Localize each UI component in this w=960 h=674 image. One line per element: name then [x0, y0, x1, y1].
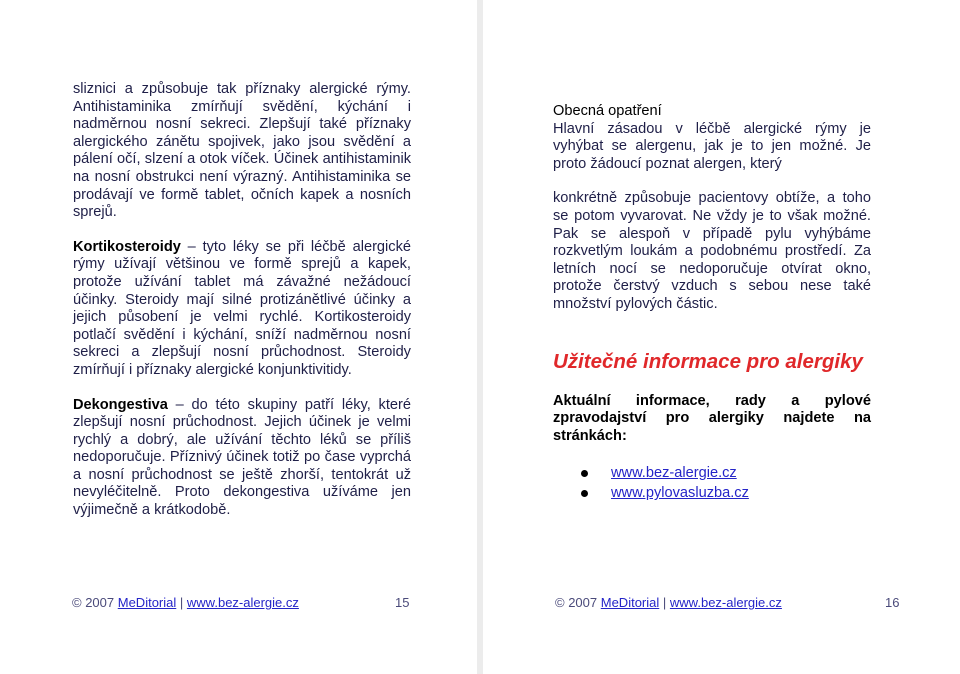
bez-alergie-link[interactable]: www.bez-alergie.cz: [611, 465, 737, 482]
decongestants-paragraph: Dekongestiva – do této skupiny patří léky, které zlepšují nosní průchodnost. Jejich účinek je velmi rychlý a dobrý, ale užívání těchto léků se příliš nedoporučuje. Příznivý účinek totiž po čase vyprchá a nosní průchodnost se ještě zhorší, tentokrát už nevyléčitelně. Proto dekongestiva užíváme jen výjimečně a krátkodobě.: [73, 396, 412, 519]
bullet-icon: [581, 470, 588, 477]
left-page-content: [73, 81, 411, 520]
list-item: [611, 463, 871, 483]
info-intro: Aktuální informace, rady a pylové zpravodajství pro alergiky najdete na stránkách:: [553, 392, 871, 444]
right-page: [483, 0, 960, 674]
footer-brand-link[interactable]: MeDitorial: [600, 595, 660, 610]
page-number: 15: [395, 595, 410, 610]
pylovasluzba-link[interactable]: www.pylovasluzba.cz: [611, 485, 749, 502]
antihistamine-paragraph: sliznici a způsobuje tak příznaky alergické rýmy. Antihistaminika zmírňují svědění, kýchání i nadměrnou nosní sekreci. Zlepšují také příznaky alergického zánětu spojivek, jako jsou svědění a pálení očí, slzení a otok víček. Účinek antihistaminik na nosní obstrukci není výrazný. Antihistaminika se prodávají ve formě tablet, očních kapek a nosních sprejů.: [73, 81, 411, 221]
general-measures-paragraph: Hlavní zásadou v léčbě alergické rýmy je vyhýbat se alergenu, jak je to jen možné. Je proto žádoucí poznat alergen, který: [553, 120, 871, 172]
footer-separator: |: [662, 595, 667, 610]
right-page-content: [553, 103, 871, 503]
list-item: [611, 483, 871, 503]
left-page-footer: [72, 595, 410, 610]
footer-site-link[interactable]: www.bez-alergie.cz: [186, 595, 299, 610]
useful-info-title: Užitečné informace pro alergiky: [553, 349, 863, 373]
footer-site-link[interactable]: www.bez-alergie.cz: [669, 595, 782, 610]
footer-copyright: © 2007: [72, 595, 115, 610]
page-number: 16: [885, 595, 900, 610]
footer-copyright: © 2007: [555, 595, 598, 610]
avoidance-paragraph: konkrétně způsobuje pacientovy obtíže, a toho se potom vyvarovat. Ne vždy je to však možné. Pak se alespoň v případě pylu vyhýbáme rozkvetlým loukám a podobnému prostředí. Za letních nocí se nedoporučuje otvírat okno, protože čerstvý vzduch s sebou nese také množství pylových částic.: [553, 190, 871, 312]
right-page-footer: [555, 595, 900, 610]
left-page: [0, 0, 477, 674]
footer-separator: |: [179, 595, 184, 610]
links-list: [553, 463, 871, 503]
section-heading: Obecná opatření: [553, 103, 662, 119]
corticosteroids-paragraph: Kortikosteroidy – tyto léky se při léčbě alergické rýmy užívají většinou ve formě sprejů a kapek, protože užívání tablet má závažné nežádoucí účinky. Steroidy mají silné protizánětlivé účinky a jejich působení je velmi rychlé. Kortikosteroidy potlačí svědění i kýchání, sníží nadměrnou nosní sekreci a zlepšují nosní průchodnost. Steroidy zmírňují i příznaky alergické konjunktivitidy.: [73, 238, 411, 378]
decongestants-term: Dekongestiva: [73, 396, 168, 413]
bullet-icon: [581, 490, 588, 497]
footer-brand-link[interactable]: MeDitorial: [117, 595, 177, 610]
corticosteroids-term: Kortikosteroidy: [73, 238, 181, 255]
